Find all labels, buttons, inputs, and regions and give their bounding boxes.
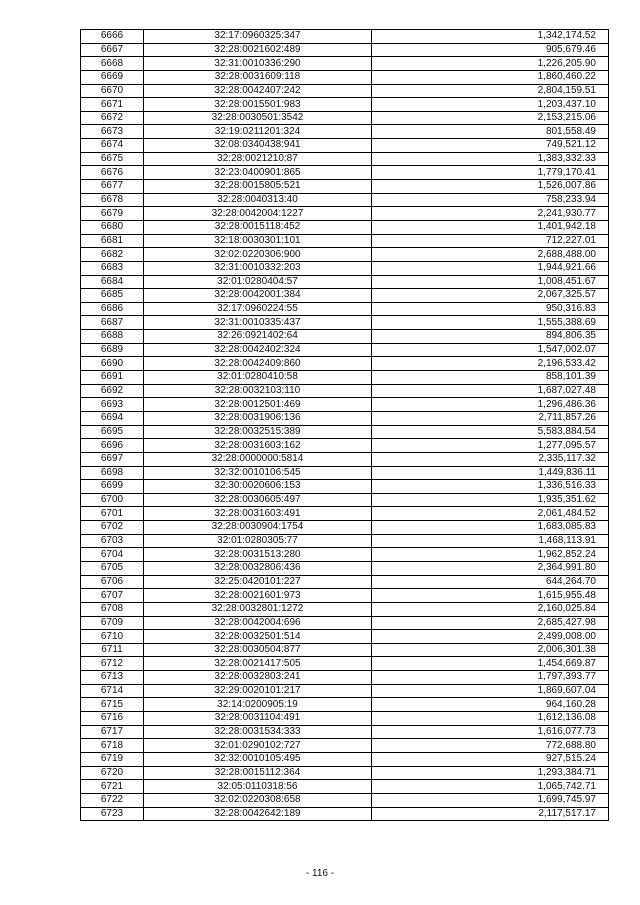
table-row bbox=[81, 725, 609, 739]
row-number-cell: 6680 bbox=[81, 220, 144, 234]
amount-cell: 1,869,607.04 bbox=[372, 684, 609, 698]
table-row bbox=[81, 684, 609, 698]
table-row bbox=[81, 698, 609, 712]
row-number-cell: 6681 bbox=[81, 234, 144, 248]
cadastral-number-cell: 32:28:0042642:189 bbox=[144, 807, 372, 821]
amount-cell: 2,335,117.32 bbox=[372, 452, 609, 466]
cadastral-number-cell: 32:28:0015501:983 bbox=[144, 98, 372, 112]
row-number-cell: 6686 bbox=[81, 302, 144, 316]
amount-cell: 858,101.39 bbox=[372, 371, 609, 385]
table-row bbox=[81, 739, 609, 753]
table-row bbox=[81, 180, 609, 194]
page-number: - 116 - bbox=[305, 868, 335, 879]
data-table bbox=[80, 29, 609, 821]
table-row bbox=[81, 261, 609, 275]
row-number-cell: 6694 bbox=[81, 411, 144, 425]
cadastral-number-cell: 32:18:0030301:101 bbox=[144, 234, 372, 248]
row-number-cell: 6679 bbox=[81, 207, 144, 221]
row-number-cell: 6667 bbox=[81, 43, 144, 57]
amount-cell: 1,008,451.67 bbox=[372, 275, 609, 289]
cadastral-number-cell: 32:32:0010105:495 bbox=[144, 752, 372, 766]
amount-cell: 1,683,085.83 bbox=[372, 521, 609, 535]
amount-cell: 1,336,516.33 bbox=[372, 480, 609, 494]
row-number-cell: 6695 bbox=[81, 425, 144, 439]
amount-cell: 1,065,742.71 bbox=[372, 780, 609, 794]
cadastral-number-cell: 32:14:0200905:19 bbox=[144, 698, 372, 712]
table-row bbox=[81, 425, 609, 439]
table-row bbox=[81, 561, 609, 575]
cadastral-number-cell: 32:28:0000000:5814 bbox=[144, 452, 372, 466]
table-row bbox=[81, 712, 609, 726]
amount-cell: 1,699,745.97 bbox=[372, 793, 609, 807]
amount-cell: 1,615,955.48 bbox=[372, 589, 609, 603]
row-number-cell: 6710 bbox=[81, 630, 144, 644]
row-number-cell: 6666 bbox=[81, 30, 144, 44]
table-row bbox=[81, 643, 609, 657]
row-number-cell: 6703 bbox=[81, 534, 144, 548]
amount-cell: 1,203,437.10 bbox=[372, 98, 609, 112]
table-row bbox=[81, 166, 609, 180]
row-number-cell: 6672 bbox=[81, 111, 144, 125]
row-number-cell: 6721 bbox=[81, 780, 144, 794]
amount-cell: 1,296,486.36 bbox=[372, 398, 609, 412]
table-row bbox=[81, 671, 609, 685]
row-number-cell: 6685 bbox=[81, 289, 144, 303]
amount-cell: 1,779,170.41 bbox=[372, 166, 609, 180]
table-row bbox=[81, 357, 609, 371]
cadastral-number-cell: 32:31:0010336:290 bbox=[144, 57, 372, 71]
cadastral-number-cell: 32:28:0032103:110 bbox=[144, 384, 372, 398]
row-number-cell: 6709 bbox=[81, 616, 144, 630]
row-number-cell: 6707 bbox=[81, 589, 144, 603]
table-row bbox=[81, 521, 609, 535]
cadastral-number-cell: 32:28:0042004:1227 bbox=[144, 207, 372, 221]
row-number-cell: 6677 bbox=[81, 180, 144, 194]
table-row bbox=[81, 602, 609, 616]
cadastral-number-cell: 32:17:0960224:55 bbox=[144, 302, 372, 316]
cadastral-number-cell: 32:32:0010106:545 bbox=[144, 466, 372, 480]
cadastral-number-cell: 32:02:0220308:658 bbox=[144, 793, 372, 807]
row-number-cell: 6676 bbox=[81, 166, 144, 180]
table-row bbox=[81, 493, 609, 507]
amount-cell: 801,558.49 bbox=[372, 125, 609, 139]
row-number-cell: 6697 bbox=[81, 452, 144, 466]
table-body bbox=[81, 30, 609, 821]
table-row bbox=[81, 439, 609, 453]
table-row bbox=[81, 234, 609, 248]
table-row bbox=[81, 330, 609, 344]
amount-cell: 1,293,384.71 bbox=[372, 766, 609, 780]
cadastral-number-cell: 32:19:0211201:324 bbox=[144, 125, 372, 139]
amount-cell: 1,526,007.86 bbox=[372, 180, 609, 194]
row-number-cell: 6691 bbox=[81, 371, 144, 385]
row-number-cell: 6722 bbox=[81, 793, 144, 807]
amount-cell: 950,316.83 bbox=[372, 302, 609, 316]
cadastral-number-cell: 32:28:0021602:489 bbox=[144, 43, 372, 57]
row-number-cell: 6718 bbox=[81, 739, 144, 753]
table-row bbox=[81, 111, 609, 125]
row-number-cell: 6713 bbox=[81, 671, 144, 685]
cadastral-number-cell: 32:25:0420101:227 bbox=[144, 575, 372, 589]
amount-cell: 2,499,008.00 bbox=[372, 630, 609, 644]
cadastral-number-cell: 32:01:0290102:727 bbox=[144, 739, 372, 753]
row-number-cell: 6698 bbox=[81, 466, 144, 480]
cadastral-number-cell: 32:28:0030605:497 bbox=[144, 493, 372, 507]
row-number-cell: 6682 bbox=[81, 248, 144, 262]
row-number-cell: 6699 bbox=[81, 480, 144, 494]
cadastral-number-cell: 32:28:0042402:324 bbox=[144, 343, 372, 357]
amount-cell: 1,962,852.24 bbox=[372, 548, 609, 562]
amount-cell: 1,449,836.11 bbox=[372, 466, 609, 480]
row-number-cell: 6673 bbox=[81, 125, 144, 139]
amount-cell: 1,468,113.91 bbox=[372, 534, 609, 548]
cadastral-number-cell: 32:28:0042409:860 bbox=[144, 357, 372, 371]
table-row bbox=[81, 480, 609, 494]
amount-cell: 1,555,388.69 bbox=[372, 316, 609, 330]
row-number-cell: 6688 bbox=[81, 330, 144, 344]
row-number-cell: 6684 bbox=[81, 275, 144, 289]
amount-cell: 1,860,460.22 bbox=[372, 70, 609, 84]
row-number-cell: 6668 bbox=[81, 57, 144, 71]
row-number-cell: 6708 bbox=[81, 602, 144, 616]
table-row bbox=[81, 575, 609, 589]
row-number-cell: 6705 bbox=[81, 561, 144, 575]
cadastral-number-cell: 32:28:0012501:469 bbox=[144, 398, 372, 412]
table-row bbox=[81, 752, 609, 766]
row-number-cell: 6689 bbox=[81, 343, 144, 357]
cadastral-number-cell: 32:28:0031534:333 bbox=[144, 725, 372, 739]
cadastral-number-cell: 32:28:0031513:280 bbox=[144, 548, 372, 562]
table-row bbox=[81, 43, 609, 57]
row-number-cell: 6670 bbox=[81, 84, 144, 98]
table-row bbox=[81, 807, 609, 821]
cadastral-number-cell: 32:28:0040313:40 bbox=[144, 193, 372, 207]
table-row bbox=[81, 657, 609, 671]
amount-cell: 2,061,484.52 bbox=[372, 507, 609, 521]
cadastral-number-cell: 32:31:0010335:437 bbox=[144, 316, 372, 330]
amount-cell: 749,521.12 bbox=[372, 139, 609, 153]
row-number-cell: 6693 bbox=[81, 398, 144, 412]
cadastral-number-cell: 32:28:0030504:877 bbox=[144, 643, 372, 657]
row-number-cell: 6683 bbox=[81, 261, 144, 275]
table-row bbox=[81, 411, 609, 425]
cadastral-number-cell: 32:28:0015118:452 bbox=[144, 220, 372, 234]
row-number-cell: 6711 bbox=[81, 643, 144, 657]
cadastral-number-cell: 32:28:0015805:521 bbox=[144, 180, 372, 194]
row-number-cell: 6720 bbox=[81, 766, 144, 780]
table-row bbox=[81, 452, 609, 466]
amount-cell: 2,067,325.57 bbox=[372, 289, 609, 303]
table-row bbox=[81, 98, 609, 112]
table-row bbox=[81, 398, 609, 412]
cadastral-number-cell: 32:29:0020101:217 bbox=[144, 684, 372, 698]
amount-cell: 1,383,332.33 bbox=[372, 152, 609, 166]
row-number-cell: 6674 bbox=[81, 139, 144, 153]
table-row bbox=[81, 616, 609, 630]
amount-cell: 1,944,921.66 bbox=[372, 261, 609, 275]
amount-cell: 5,583,884.54 bbox=[372, 425, 609, 439]
cadastral-number-cell: 32:01:0280404:57 bbox=[144, 275, 372, 289]
table-row bbox=[81, 220, 609, 234]
amount-cell: 2,241,930.77 bbox=[372, 207, 609, 221]
cadastral-number-cell: 32:28:0032803:241 bbox=[144, 671, 372, 685]
row-number-cell: 6678 bbox=[81, 193, 144, 207]
table-row bbox=[81, 289, 609, 303]
amount-cell: 1,935,351.62 bbox=[372, 493, 609, 507]
table-row bbox=[81, 343, 609, 357]
row-number-cell: 6669 bbox=[81, 70, 144, 84]
amount-cell: 1,547,002.07 bbox=[372, 343, 609, 357]
cadastral-number-cell: 32:28:0031603:162 bbox=[144, 439, 372, 453]
row-number-cell: 6719 bbox=[81, 752, 144, 766]
row-number-cell: 6692 bbox=[81, 384, 144, 398]
row-number-cell: 6715 bbox=[81, 698, 144, 712]
table-row bbox=[81, 275, 609, 289]
cadastral-number-cell: 32:28:0021601:973 bbox=[144, 589, 372, 603]
row-number-cell: 6712 bbox=[81, 657, 144, 671]
cadastral-number-cell: 32:28:0030501:3542 bbox=[144, 111, 372, 125]
table-row bbox=[81, 125, 609, 139]
table-row bbox=[81, 780, 609, 794]
table-row bbox=[81, 84, 609, 98]
cadastral-number-cell: 32:30:0020606:153 bbox=[144, 480, 372, 494]
table-row bbox=[81, 589, 609, 603]
amount-cell: 644,264.70 bbox=[372, 575, 609, 589]
cadastral-number-cell: 32:05:0110318:56 bbox=[144, 780, 372, 794]
cadastral-number-cell: 32:02:0220306:900 bbox=[144, 248, 372, 262]
amount-cell: 2,804,159.51 bbox=[372, 84, 609, 98]
table-row bbox=[81, 793, 609, 807]
row-number-cell: 6690 bbox=[81, 357, 144, 371]
table-row bbox=[81, 466, 609, 480]
cadastral-number-cell: 32:26:0921402:64 bbox=[144, 330, 372, 344]
table-row bbox=[81, 30, 609, 44]
cadastral-number-cell: 32:28:0021210:87 bbox=[144, 152, 372, 166]
table-row bbox=[81, 139, 609, 153]
table-row bbox=[81, 70, 609, 84]
amount-cell: 2,685,427.98 bbox=[372, 616, 609, 630]
amount-cell: 1,454,669.87 bbox=[372, 657, 609, 671]
cadastral-number-cell: 32:28:0031603:491 bbox=[144, 507, 372, 521]
cadastral-number-cell: 32:28:0032515:389 bbox=[144, 425, 372, 439]
table-row bbox=[81, 766, 609, 780]
row-number-cell: 6706 bbox=[81, 575, 144, 589]
cadastral-number-cell: 32:28:0042001:384 bbox=[144, 289, 372, 303]
table-row bbox=[81, 507, 609, 521]
amount-cell: 1,616,077.73 bbox=[372, 725, 609, 739]
table-row bbox=[81, 152, 609, 166]
cadastral-number-cell: 32:28:0031906:136 bbox=[144, 411, 372, 425]
row-number-cell: 6700 bbox=[81, 493, 144, 507]
table-row bbox=[81, 57, 609, 71]
cadastral-number-cell: 32:28:0021417:505 bbox=[144, 657, 372, 671]
cadastral-number-cell: 32:23:0400901:865 bbox=[144, 166, 372, 180]
amount-cell: 2,153,215.06 bbox=[372, 111, 609, 125]
row-number-cell: 6675 bbox=[81, 152, 144, 166]
amount-cell: 1,612,136.08 bbox=[372, 712, 609, 726]
amount-cell: 1,342,174.52 bbox=[372, 30, 609, 44]
row-number-cell: 6701 bbox=[81, 507, 144, 521]
table-row bbox=[81, 207, 609, 221]
cadastral-number-cell: 32:28:0032501:514 bbox=[144, 630, 372, 644]
row-number-cell: 6671 bbox=[81, 98, 144, 112]
row-number-cell: 6696 bbox=[81, 439, 144, 453]
table-row bbox=[81, 193, 609, 207]
amount-cell: 927,515.24 bbox=[372, 752, 609, 766]
amount-cell: 1,401,942.18 bbox=[372, 220, 609, 234]
cadastral-number-cell: 32:28:0042004:696 bbox=[144, 616, 372, 630]
row-number-cell: 6716 bbox=[81, 712, 144, 726]
amount-cell: 2,160,025.84 bbox=[372, 602, 609, 616]
amount-cell: 905,679.46 bbox=[372, 43, 609, 57]
amount-cell: 964,160.28 bbox=[372, 698, 609, 712]
table-row bbox=[81, 534, 609, 548]
amount-cell: 772,688.80 bbox=[372, 739, 609, 753]
cadastral-number-cell: 32:01:0280305:77 bbox=[144, 534, 372, 548]
row-number-cell: 6704 bbox=[81, 548, 144, 562]
table-row bbox=[81, 316, 609, 330]
row-number-cell: 6723 bbox=[81, 807, 144, 821]
cadastral-number-cell: 32:28:0042407:242 bbox=[144, 84, 372, 98]
amount-cell: 2,117,517.17 bbox=[372, 807, 609, 821]
amount-cell: 894,806.35 bbox=[372, 330, 609, 344]
cadastral-number-cell: 32:01:0280410:58 bbox=[144, 371, 372, 385]
table-row bbox=[81, 302, 609, 316]
table-row bbox=[81, 384, 609, 398]
amount-cell: 2,364,991.80 bbox=[372, 561, 609, 575]
amount-cell: 1,226,205.90 bbox=[372, 57, 609, 71]
amount-cell: 1,277,095.57 bbox=[372, 439, 609, 453]
amount-cell: 2,711,857.26 bbox=[372, 411, 609, 425]
amount-cell: 758,233.94 bbox=[372, 193, 609, 207]
amount-cell: 2,006,301.38 bbox=[372, 643, 609, 657]
amount-cell: 712,227.01 bbox=[372, 234, 609, 248]
table-row bbox=[81, 548, 609, 562]
row-number-cell: 6717 bbox=[81, 725, 144, 739]
row-number-cell: 6702 bbox=[81, 521, 144, 535]
amount-cell: 2,196,533.42 bbox=[372, 357, 609, 371]
cadastral-number-cell: 32:31:0010332:203 bbox=[144, 261, 372, 275]
row-number-cell: 6714 bbox=[81, 684, 144, 698]
cadastral-number-cell: 32:17:0960325:347 bbox=[144, 30, 372, 44]
cadastral-number-cell: 32:08:0340438:941 bbox=[144, 139, 372, 153]
table-row bbox=[81, 371, 609, 385]
amount-cell: 1,797,393.77 bbox=[372, 671, 609, 685]
table-row bbox=[81, 248, 609, 262]
amount-cell: 1,687,027.48 bbox=[372, 384, 609, 398]
cadastral-number-cell: 32:28:0031104:491 bbox=[144, 712, 372, 726]
cadastral-number-cell: 32:28:0032806:436 bbox=[144, 561, 372, 575]
cadastral-number-cell: 32:28:0015112:364 bbox=[144, 766, 372, 780]
cadastral-number-cell: 32:28:0030904:1754 bbox=[144, 521, 372, 535]
amount-cell: 2,688,488.00 bbox=[372, 248, 609, 262]
table-row bbox=[81, 630, 609, 644]
row-number-cell: 6687 bbox=[81, 316, 144, 330]
cadastral-number-cell: 32:28:0032801:1272 bbox=[144, 602, 372, 616]
cadastral-number-cell: 32:28:0031609:118 bbox=[144, 70, 372, 84]
